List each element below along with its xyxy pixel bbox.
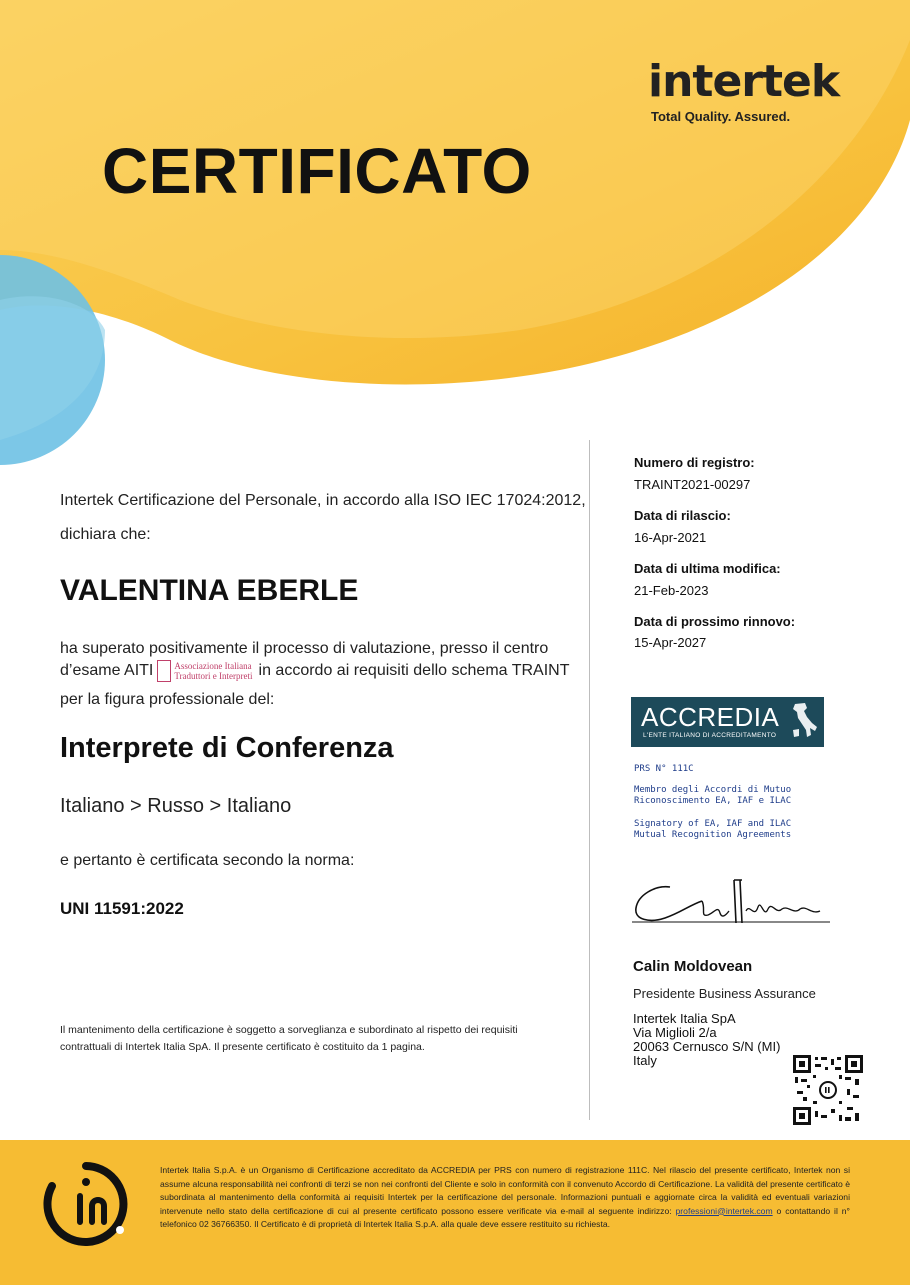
address-line-2: Via Miglioli 2/a [633,1025,717,1040]
issue-date-label: Data di rilascio: [634,508,731,523]
aiti-logo [157,660,252,682]
language-pair: Italiano > Russo > Italiano [60,795,292,817]
intertek-logo: intertek [648,56,840,107]
scheme-suffix: in accordo ai requisiti dello schema TRAINT [258,662,570,680]
maintenance-note: Il mantenimento della certificazione è soggetto a sorveglianza e subordinato al rispetto dei requisiti contrattuali di Intertek Italia SpA. Il presente certificato è costituito da 1 pagina. [60,1024,518,1053]
italy-map-icon [791,702,819,742]
norm-code: UNI 11591:2022 [60,899,184,918]
registry-number-label: Numero di registro: [634,455,755,470]
address-line-1: Intertek Italia SpA [633,1011,736,1026]
passed-line-2 [60,660,569,682]
aiti-logo-icon [157,660,171,682]
prs-number: PRS N° 111C [634,764,694,774]
member-line-2: Riconoscimento EA, IAF e ILAC [634,796,792,806]
issue-date-value: 16-Apr-2021 [634,530,707,545]
exam-center-prefix: d’esame AITI [60,662,154,680]
signatory-name: Calin Moldovean [633,958,753,975]
profession: Interprete di Conferenza [60,732,394,764]
intro-line-2: dichiara che: [60,526,151,543]
certified-line: e pertanto è certificata secondo la norma: [60,852,355,869]
passed-line-3: per la figura professionale del: [60,691,275,708]
footer-legal-text [160,1164,850,1232]
passed-line-1: ha superato positivamente il processo di valutazione, presso il centro [60,640,549,657]
address-line-4: Italy [633,1053,657,1068]
accredia-name: ACCREDIA [641,702,780,732]
footer-text-part-2: o contattando il n° telefonico 02 36766350. Il Certificato è di proprietà di Intertek Italia S.p.A. alla quale deve essere restituito su richiesta. [160,1205,850,1229]
column-divider [589,440,590,1120]
address-line-3: 20063 Cernusco S/N (MI) [633,1039,781,1054]
company-address [633,1012,780,1068]
logo-tagline: Total Quality. Assured. [651,109,791,124]
page-title: CERTIFICATO [102,135,532,207]
aiti-logo-line-1: Associazione Italiana [174,661,252,671]
holder-name: VALENTINA EBERLE [60,574,359,607]
footer-text-part-1: Intertek Italia S.p.A. è un Organismo di Certificazione accreditato da ACCREDIA per PRS con numero di registrazione 111C. Nel rilascio del presente certificato, Intertek non si assume alcuna responsabilità nei confronti di terzi se non nei confronti del Cliente e solo in conformità con il convenuto Accordo di Certificazione. La validità del presente certificato è subordinata al mantenimento della conformità ai requisiti Intertek per la certificazione del personale. Informazioni puntuali e aggiornate circa la validità ed eventuali variazioni intervenute nello stato della certificazione di cui al presente certificato possono essere verificate via e-mail al seguente indirizzo: [160,1165,850,1216]
member-line-1: Membro degli Accordi di Mutuo [634,785,792,795]
signatory-line-1: Signatory of EA, IAF and ILAC [634,819,792,829]
aiti-logo-line-2: Traduttori e Interpreti [174,671,253,681]
accredia-logo [631,697,824,747]
signature [630,875,835,930]
next-renewal-value: 15-Apr-2027 [634,635,707,650]
last-modified-value: 21-Feb-2023 [634,583,709,598]
qr-code[interactable] [793,1055,863,1125]
last-modified-label: Data di ultima modifica: [634,561,781,576]
registry-number-value: TRAINT2021-00297 [634,477,751,492]
next-renewal-label: Data di prossimo rinnovo: [634,614,796,629]
contact-email-link[interactable]: professioni@intertek.com [675,1205,773,1216]
intro-line-1: Intertek Certificazione del Personale, in accordo alla ISO IEC 17024:2012, [60,492,586,509]
intertek-in-logo-icon [42,1160,130,1248]
signatory-line-2: Mutual Recognition Agreements [634,830,792,840]
signatory-role: Presidente Business Assurance [633,986,816,1001]
accredia-subtitle: L'ENTE ITALIANO DI ACCREDITAMENTO [643,732,777,739]
